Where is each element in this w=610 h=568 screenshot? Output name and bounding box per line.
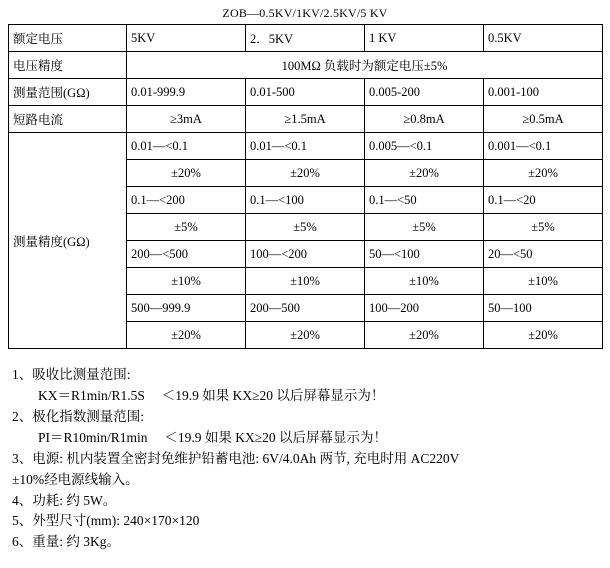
accuracy-tolerance-b2-c4: ±5% [484,214,603,241]
accuracy-tolerance-b4-c4: ±20% [484,322,603,349]
note-line-7: 4、功耗: 约 5W。 [12,492,117,508]
accuracy-range-b1-c1: 0.01—<0.1 [127,133,246,160]
note-line-4: PI＝R10min/R1min ＜19.9 如果 KX≥20 以后屏幕显示为！ [38,429,388,445]
accuracy-tolerance-b2-c2: ±5% [246,214,365,241]
accuracy-range-b4-c2: 200—500 [246,295,365,322]
accuracy-range-b3-c4: 20—<50 [484,241,603,268]
accuracy-tolerance-b1-c1: ±20% [127,160,246,187]
row-label-measure-range: 测量范围(GΩ) [9,79,127,106]
accuracy-tolerance-b3-c4: ±10% [484,268,603,295]
measure-range-5kv: 0.01-999.9 [127,79,246,106]
short-circuit-current-0.5kv: ≥0.5mA [484,106,603,133]
rated-voltage-5kv: 5KV [127,25,246,52]
accuracy-tolerance-b2-c1: ±5% [127,214,246,241]
accuracy-range-b1-c4: 0.001—<0.1 [484,133,603,160]
accuracy-tolerance-b4-c2: ±20% [246,322,365,349]
note-line-9: 6、重量: 约 3Kg。 [12,534,120,550]
table-row [9,25,603,52]
accuracy-tolerance-b1-c3: ±20% [365,160,484,187]
rated-voltage-2.5kv: 2．5KV [246,25,365,52]
note-line-5: 3、电源: 机内装置全密封免维护铅蓄电池: 6V/4.0Ah 两节, 充电时用 AC220V [12,450,460,466]
row-label-measure-accuracy: 测量精度(GΩ) [9,133,127,349]
accuracy-range-b4-c4: 50—100 [484,295,603,322]
note-line-1: 1、吸收比测量范围: [12,367,131,382]
row-label-short-circuit-current: 短路电流 [9,106,127,133]
row-label-rated-voltage: 额定电压 [9,25,127,52]
accuracy-range-b1-c2: 0.01—<0.1 [246,133,365,160]
note-line-8: 5、外型尺寸(mm): 240×170×120 [12,513,200,529]
row-label-voltage-accuracy: 电压精度 [9,52,127,79]
measure-range-1kv: 0.005-200 [365,79,484,106]
accuracy-range-b3-c3: 50—<100 [365,241,484,268]
short-circuit-current-2.5kv: ≥1.5mA [246,106,365,133]
short-circuit-current-5kv: ≥3mA [127,106,246,133]
note-line-6: ±10%经电源线输入。 [12,471,139,487]
table-row [9,52,603,79]
accuracy-tolerance-b4-c1: ±20% [127,322,246,349]
accuracy-range-b4-c1: 500—999.9 [127,295,246,322]
measure-range-2.5kv: 0.01-500 [246,79,365,106]
accuracy-range-b2-c3: 0.1—<50 [365,187,484,214]
rated-voltage-0.5kv: 0.5KV [484,25,603,52]
accuracy-range-b3-c1: 200—<500 [127,241,246,268]
accuracy-tolerance-b3-c1: ±10% [127,268,246,295]
voltage-accuracy-value: 100MΩ 负载时为额定电压±5% [127,52,603,79]
accuracy-tolerance-b2-c3: ±5% [365,214,484,241]
accuracy-tolerance-b4-c3: ±20% [365,322,484,349]
measure-range-0.5kv: 0.001-100 [484,79,603,106]
accuracy-range-b2-c1: 0.1—<200 [127,187,246,214]
table-row [9,79,603,106]
table-row [9,133,603,160]
accuracy-tolerance-b1-c2: ±20% [246,160,365,187]
accuracy-tolerance-b3-c3: ±10% [365,268,484,295]
accuracy-range-b1-c3: 0.005—<0.1 [365,133,484,160]
notes-section [8,365,602,553]
accuracy-range-b3-c2: 100—<200 [246,241,365,268]
table-row [9,106,603,133]
accuracy-range-b2-c4: 0.1—<20 [484,187,603,214]
short-circuit-current-1kv: ≥0.8mA [365,106,484,133]
note-line-2: KX＝R1min/R1.5S ＜19.9 如果 KX≥20 以后屏幕显示为！ [38,387,385,403]
specification-table [8,24,603,349]
rated-voltage-1kv: 1 KV [365,25,484,52]
accuracy-range-b2-c2: 0.1—<100 [246,187,365,214]
note-line-3: 2、极化指数测量范围: [12,408,145,424]
document-title: ZOB—0.5KV/1KV/2.5KV/5 KV [222,6,388,20]
accuracy-tolerance-b3-c2: ±10% [246,268,365,295]
accuracy-tolerance-b1-c4: ±20% [484,160,603,187]
accuracy-range-b4-c3: 100—200 [365,295,484,322]
